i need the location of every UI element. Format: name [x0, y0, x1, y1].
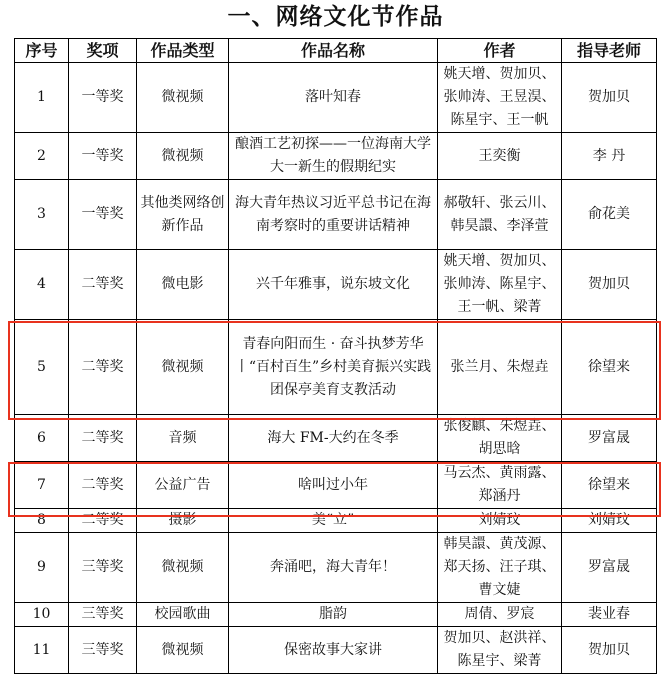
cell-authors: 贺加贝、赵洪祥、陈星宇、梁菁	[438, 627, 562, 674]
cell-award: 三等奖	[69, 603, 137, 627]
cell-authors: 韩昊譞、黄茂源、郑天扬、汪子琪、曹文婕	[438, 533, 562, 603]
table-row	[15, 627, 657, 674]
cell-authors: 王奕衡	[438, 133, 562, 180]
cell-number: 5	[15, 320, 69, 415]
cell-award: 一等奖	[69, 180, 137, 250]
cell-advisor: 徐望来	[562, 462, 657, 509]
cell-authors: 张俊麒、朱煜垚、胡思晗	[438, 415, 562, 462]
cell-advisor: 俞花美	[562, 180, 657, 250]
cell-number: 3	[15, 180, 69, 250]
cell-work-type: 微电影	[137, 250, 229, 320]
cell-advisor: 罗富晟	[562, 415, 657, 462]
cell-number: 8	[15, 509, 69, 533]
table-row	[15, 63, 657, 133]
cell-work-type: 校园歌曲	[137, 603, 229, 627]
cell-number: 2	[15, 133, 69, 180]
table-row	[15, 415, 657, 462]
cell-work-type: 微视频	[137, 627, 229, 674]
cell-award: 二等奖	[69, 250, 137, 320]
cell-award: 二等奖	[69, 462, 137, 509]
cell-work-name: 海大青年热议习近平总书记在海南考察时的重要讲话精神	[229, 180, 438, 250]
cell-number: 4	[15, 250, 69, 320]
cell-advisor: 刘婧玟	[562, 509, 657, 533]
cell-work-type: 微视频	[137, 63, 229, 133]
table-row	[15, 603, 657, 627]
cell-work-type: 公益广告	[137, 462, 229, 509]
table-row	[15, 509, 657, 533]
table-row	[15, 320, 657, 415]
table-row	[15, 462, 657, 509]
table-row	[15, 180, 657, 250]
cell-award: 三等奖	[69, 533, 137, 603]
header-advisor: 指导老师	[562, 39, 657, 63]
cell-work-name: 美“立”	[229, 509, 438, 533]
cell-award: 二等奖	[69, 320, 137, 415]
header-authors: 作者	[438, 39, 562, 63]
cell-number: 11	[15, 627, 69, 674]
cell-work-name: 落叶知春	[229, 63, 438, 133]
cell-authors: 刘婧玟	[438, 509, 562, 533]
cell-award: 一等奖	[69, 133, 137, 180]
cell-number: 1	[15, 63, 69, 133]
cell-award: 二等奖	[69, 415, 137, 462]
awards-table	[14, 38, 657, 674]
table-row	[15, 533, 657, 603]
cell-work-name: 保密故事大家讲	[229, 627, 438, 674]
table-row	[15, 250, 657, 320]
cell-work-name: 酿酒工艺初探——一位海南大学大一新生的假期纪实	[229, 133, 438, 180]
cell-work-name: 啥叫过小年	[229, 462, 438, 509]
cell-number: 9	[15, 533, 69, 603]
cell-work-type: 微视频	[137, 133, 229, 180]
cell-award: 二等奖	[69, 509, 137, 533]
header-number: 序号	[15, 39, 69, 63]
cell-work-type: 摄影	[137, 509, 229, 533]
cell-advisor: 贺加贝	[562, 63, 657, 133]
cell-advisor: 贺加贝	[562, 250, 657, 320]
cell-work-name: 奔涌吧，海大青年！	[229, 533, 438, 603]
cell-authors: 张兰月、朱煜垚	[438, 320, 562, 415]
header-work-name: 作品名称	[229, 39, 438, 63]
cell-authors: 姚天增、贺加贝、张帅涛、王昱淏、陈星宇、王一帆	[438, 63, 562, 133]
cell-advisor: 贺加贝	[562, 627, 657, 674]
cell-work-type: 微视频	[137, 533, 229, 603]
cell-authors: 姚天增、贺加贝、张帅涛、陈星宇、王一帆、梁菁	[438, 250, 562, 320]
cell-advisor: 李 丹	[562, 133, 657, 180]
cell-work-name: 海大 FM-大约在冬季	[229, 415, 438, 462]
cell-work-name: 脂韵	[229, 603, 438, 627]
header-work-type: 作品类型	[137, 39, 229, 63]
cell-work-name: 青春向阳而生 · 奋斗执梦芳华丨“百村百生”乡村美育振兴实践团保亭美育支教活动	[229, 320, 438, 415]
cell-authors: 周倩、罗宸	[438, 603, 562, 627]
cell-work-type: 微视频	[137, 320, 229, 415]
cell-award: 一等奖	[69, 63, 137, 133]
cell-work-type: 其他类网络创新作品	[137, 180, 229, 250]
cell-advisor: 罗富晟	[562, 533, 657, 603]
table-row	[15, 133, 657, 180]
cell-number: 7	[15, 462, 69, 509]
cell-award: 三等奖	[69, 627, 137, 674]
cell-authors: 马云杰、黄雨露、郑涵丹	[438, 462, 562, 509]
page-title: 一、网络文化节作品	[227, 3, 444, 30]
cell-authors: 郝敬轩、张云川、韩昊譞、李泽萱	[438, 180, 562, 250]
header-award: 奖项	[69, 39, 137, 63]
cell-advisor: 徐望来	[562, 320, 657, 415]
cell-work-name: 兴千年雅事，说东坡文化	[229, 250, 438, 320]
cell-number: 6	[15, 415, 69, 462]
cell-work-type: 音频	[137, 415, 229, 462]
cell-advisor: 裴业春	[562, 603, 657, 627]
cell-number: 10	[15, 603, 69, 627]
table-header-row	[15, 39, 657, 63]
